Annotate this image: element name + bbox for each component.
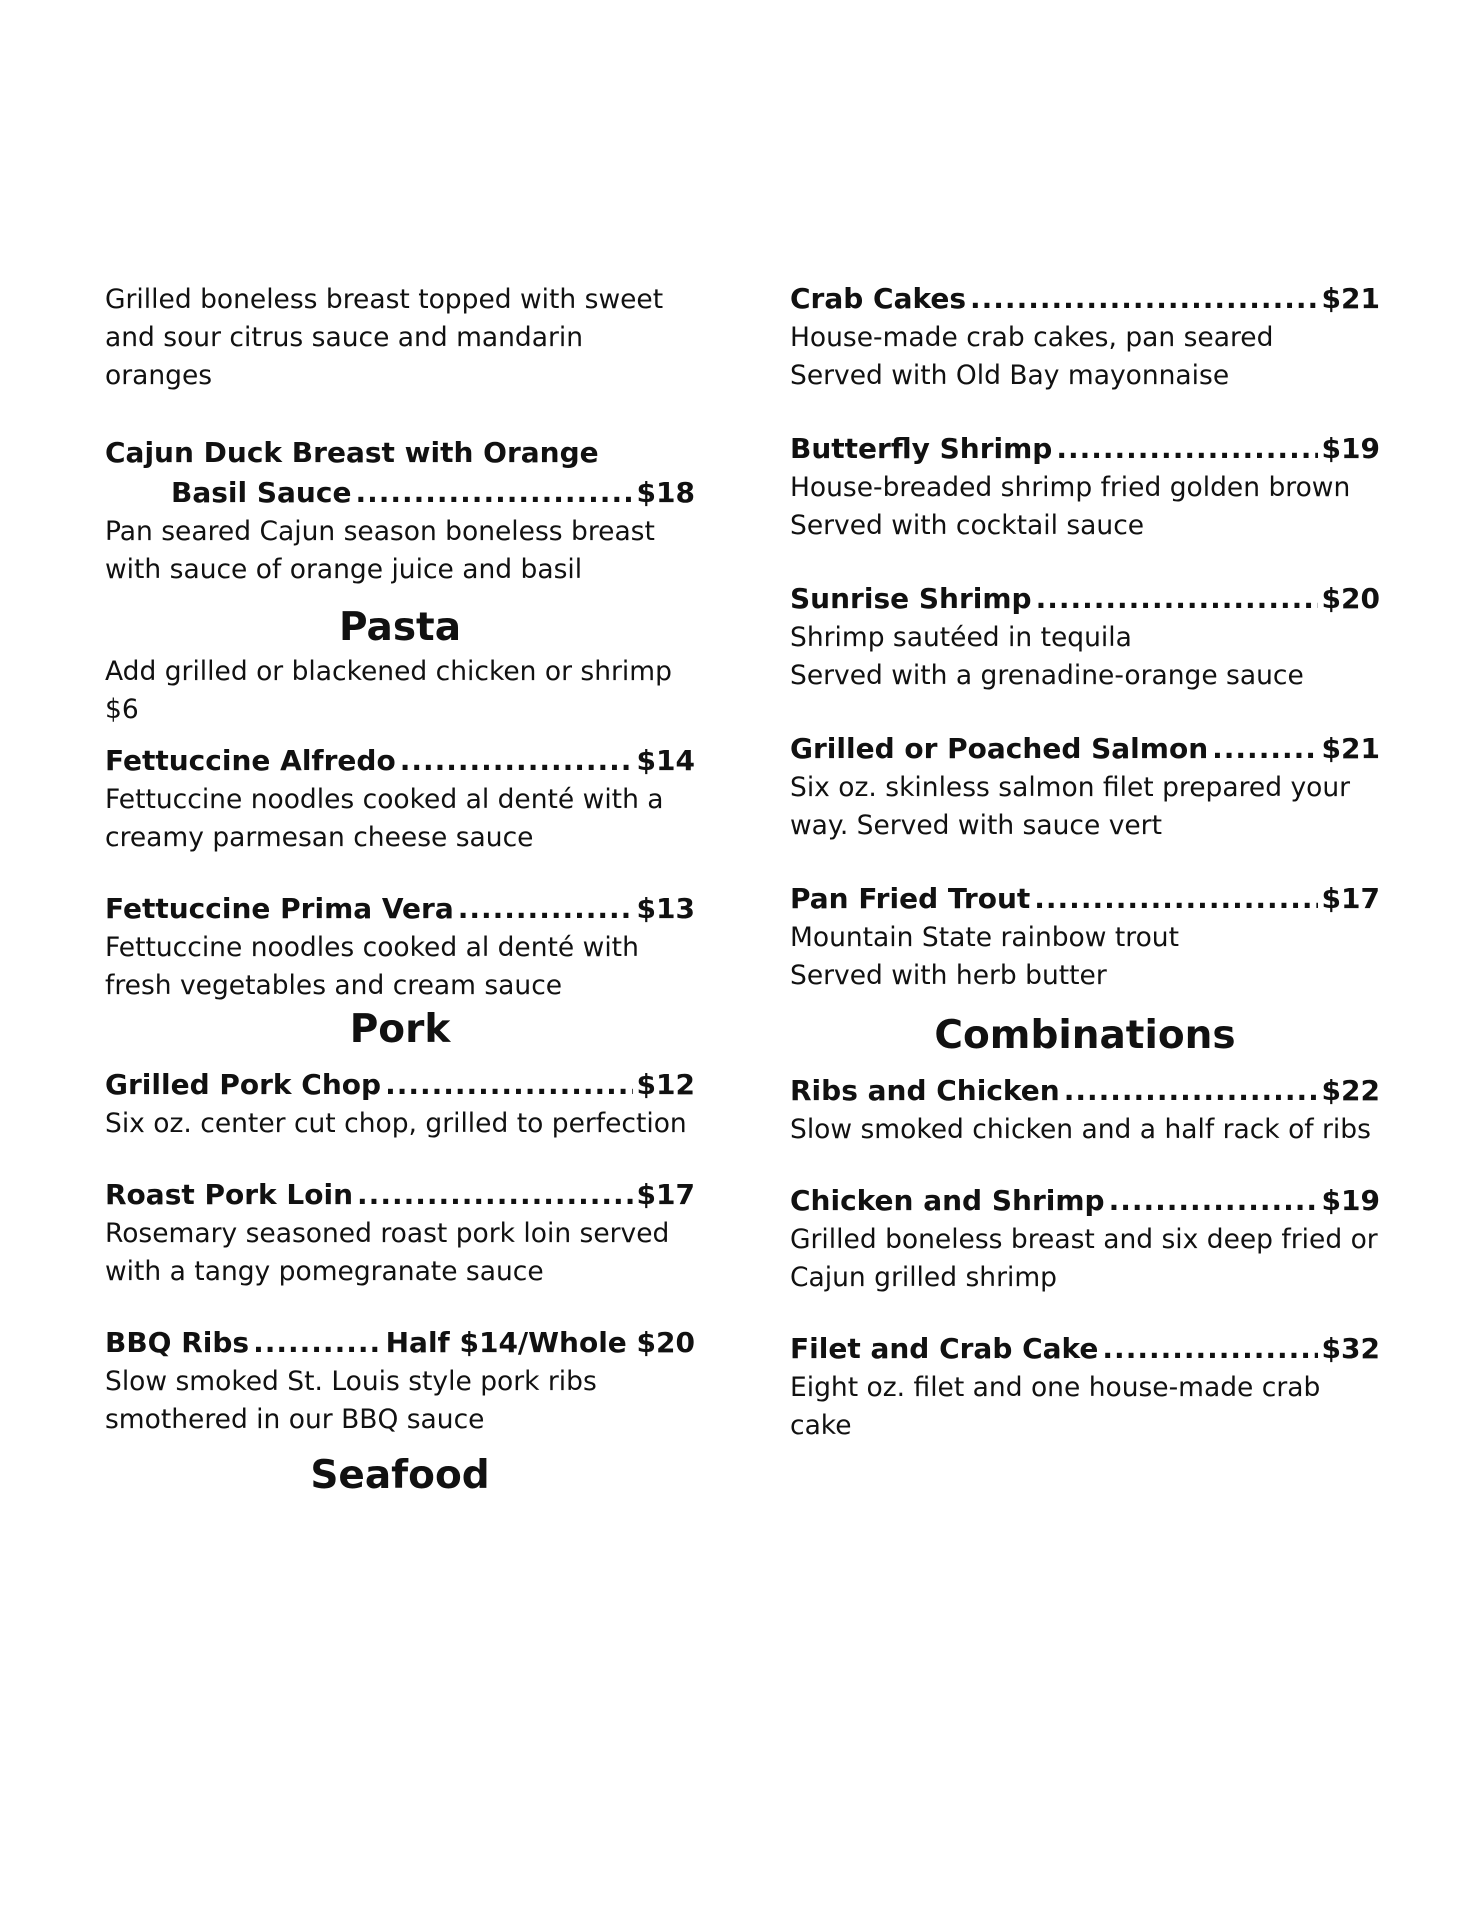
left-column: [105, 281, 695, 1501]
dot-leader: [1102, 1329, 1317, 1369]
dot-leader: [1036, 579, 1318, 619]
item-name: Roast Pork Loin: [105, 1178, 354, 1211]
menu-item-duck: [105, 433, 695, 589]
item-price: $21: [1321, 282, 1380, 315]
menu-item: [790, 429, 1380, 545]
dot-leader: [253, 1323, 382, 1363]
menu-item: [790, 879, 1380, 995]
item-description: Fettuccine noodles cooked al denté with fresh vegetables and cream sauce: [105, 932, 639, 1001]
item-price: $32: [1321, 1332, 1380, 1365]
item-description: Shrimp sautéed in tequila Served with a grenadine-orange sauce: [790, 622, 1304, 691]
item-price: $19: [1321, 432, 1380, 465]
dot-leader: [357, 1175, 633, 1215]
item-description: Eight oz. filet and one house-made crab cake: [790, 1372, 1321, 1441]
item-description: Pan seared Cajun season boneless breast with sauce of orange juice and basil: [105, 516, 655, 585]
section-title-pork: Pork: [349, 1007, 451, 1052]
item-description: Slow smoked chicken and a half rack of ribs: [790, 1114, 1371, 1145]
dot-leader: [458, 889, 633, 929]
item-price: Half $14/Whole $20: [385, 1326, 695, 1359]
section-title-combinations: Combinations: [934, 1013, 1236, 1058]
item-price: $20: [1321, 582, 1380, 615]
dot-leader: [400, 741, 633, 781]
menu-item: [790, 1071, 1380, 1149]
menu-item: [790, 1329, 1380, 1445]
item-name: Pan Fried Trout: [790, 882, 1031, 915]
menu-item: [790, 579, 1380, 695]
right-column: [790, 279, 1380, 1445]
item-name: Crab Cakes: [790, 282, 967, 315]
dot-leader: [1109, 1181, 1318, 1221]
item-description: Grilled boneless breast topped with sweet and sour citrus sauce and mandarin oranges: [105, 284, 664, 391]
section-title-seafood: Seafood: [310, 1453, 490, 1498]
item-name: Ribs and Chicken: [790, 1074, 1060, 1107]
item-price: $19: [1321, 1184, 1380, 1217]
menu-item: [105, 741, 695, 857]
item-name: Cajun Duck Breast with Orange: [105, 436, 599, 469]
item-price: $14: [636, 744, 695, 777]
menu-item: [105, 889, 695, 1005]
section-title-pasta: Pasta: [338, 605, 462, 650]
item-price: $13: [636, 892, 695, 925]
menu-item: [790, 279, 1380, 395]
section-note: Add grilled or blackened chicken or shrimp $6: [105, 656, 672, 725]
item-description: Rosemary seasoned roast pork loin served with a tangy pomegranate sauce: [105, 1218, 670, 1287]
item-description: Mountain State rainbow trout Served with herb butter: [790, 922, 1179, 991]
item-name: Fettuccine Prima Vera: [105, 892, 454, 925]
menu-item: [790, 729, 1380, 845]
item-name: Chicken and Shrimp: [790, 1184, 1105, 1217]
item-name: BBQ Ribs: [105, 1326, 250, 1359]
item-name-cont: Basil Sauce: [171, 476, 352, 509]
dot-leader: [1056, 429, 1317, 469]
dot-leader: [1034, 879, 1317, 919]
item-description: House-made crab cakes, pan seared Served with Old Bay mayonnaise: [790, 322, 1274, 391]
menu-item: [790, 1181, 1380, 1297]
item-name: Butterfly Shrimp: [790, 432, 1053, 465]
item-description: House-breaded shrimp fried golden brown Served with cocktail sauce: [790, 472, 1351, 541]
item-name: Fettuccine Alfredo: [105, 744, 396, 777]
item-price: $21: [1321, 732, 1380, 765]
dot-leader: [385, 1065, 632, 1105]
item-name: Grilled Pork Chop: [105, 1068, 382, 1101]
item-description: Slow smoked St. Louis style pork ribs smothered in our BBQ sauce: [105, 1366, 597, 1435]
item-price: $17: [636, 1178, 695, 1211]
menu-item: [105, 1065, 695, 1143]
menu-item: [105, 1323, 695, 1439]
item-description: Six oz. skinless salmon filet prepared your way. Served with sauce vert: [790, 772, 1351, 841]
dot-leader: [1064, 1071, 1318, 1111]
item-description: Grilled boneless breast and six deep fried or Cajun grilled shrimp: [790, 1224, 1378, 1293]
dot-leader: [1212, 729, 1317, 769]
item-name: Sunrise Shrimp: [790, 582, 1032, 615]
item-price: $18: [636, 476, 695, 509]
item-name: Filet and Crab Cake: [790, 1332, 1099, 1365]
dot-leader: [970, 279, 1318, 319]
item-description: Six oz. center cut chop, grilled to perfection: [105, 1108, 687, 1139]
menu-item: [105, 1175, 695, 1291]
dot-leader: [355, 473, 632, 513]
item-description: Fettuccine noodles cooked al denté with a creamy parmesan cheese sauce: [105, 784, 664, 853]
item-price: $22: [1321, 1074, 1380, 1107]
item-name: Grilled or Poached Salmon: [790, 732, 1209, 765]
item-price: $17: [1321, 882, 1380, 915]
item-price: $12: [636, 1068, 695, 1101]
